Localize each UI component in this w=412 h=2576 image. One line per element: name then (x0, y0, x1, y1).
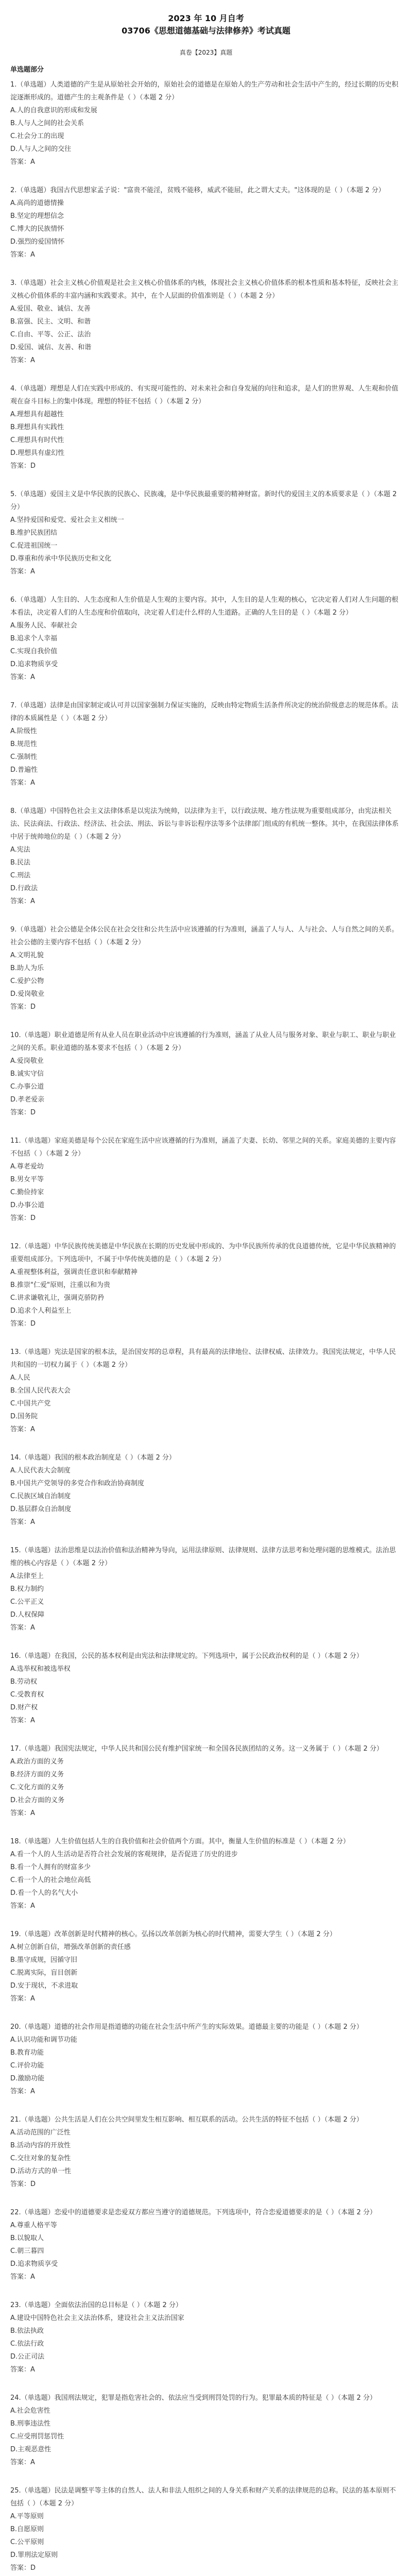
answer-option: B.中国共产党领导的多党合作和政治协商制度 (10, 1480, 145, 1487)
question-stem: 25.（单选题）民法是调整平等主体的自然人、法人和非法人组织之间的人身关系和财产关系的法律规范的总称。民法的基本原则不包括（ ）（本题 2 分） (10, 2487, 396, 2507)
question-item (10, 2484, 402, 2574)
answer-option: A.文明礼貌 (10, 952, 44, 959)
question-item (10, 1346, 402, 1436)
answer-option: A.人民代表大会制度 (10, 1467, 71, 1475)
answer-option: A.人的自我意识的形成和发展 (10, 107, 97, 114)
answer-key: 答案：A (10, 1902, 35, 1910)
answer-key: 答案：A (10, 779, 35, 787)
answer-option: A.活动范围的广泛性 (10, 2129, 71, 2137)
answer-key: 答案：A (10, 158, 35, 166)
answer-option: A.阶级性 (10, 727, 37, 735)
answer-key: 答案：A (10, 568, 35, 575)
answer-option: C.自由、平等、公正、法治 (10, 331, 91, 338)
answer-key: 答案：A (10, 1809, 35, 1817)
answer-key: 答案：A (10, 357, 35, 364)
document-body (10, 63, 402, 2576)
answer-option: D.人权保障 (10, 1611, 45, 1619)
answer-key: 答案：A (10, 251, 35, 259)
question-item (10, 488, 402, 578)
answer-option: B.规范性 (10, 740, 38, 748)
question-stem: 18.（单选题）人生价值包括人生的自我价值和社会价值两个方面。其中，衡量人生价值的标准是（ ）（本题 2 分） (10, 1838, 350, 1845)
question-item (10, 1928, 402, 2005)
answer-option: B.刑事违法性 (10, 2420, 51, 2428)
question-stem: 10.（单选题）职业道德是所有从业人员在职业活动中应该遵循的行为准则，涵盖了从业人员与服务对象、职业与职工、职业与职业之间的关系。职业道德的基本要求不包括（ ）（本题 2 分） (10, 1031, 396, 1052)
question-item (10, 1240, 402, 1330)
question-item (10, 699, 402, 789)
answer-option: D.活动方式的单一性 (10, 2167, 72, 2175)
question-item (10, 2299, 402, 2376)
question-stem: 23.（单选题）全面依法治国的总目标是（ ）（本题 2 分） (10, 2301, 182, 2309)
answer-option: D.爱国、诚信、友善、和谐 (10, 344, 92, 351)
answer-option: C.文化方面的义务 (10, 1784, 64, 1791)
answer-option: C.看一个人的社会地位高低 (10, 1876, 91, 1884)
answer-key: 答案：A (10, 673, 35, 681)
answer-option: A.看一个人的人生活动是否符合社会发展的客观规律，是否促进了历史的进步 (10, 1851, 238, 1858)
question-stem: 5.（单选题）爱国主义是中华民族的民族心、民族魂，是中华民族最重要的精神财富。新时代的爱国主义的本质要求是（ ）（本题 2 分） (10, 490, 397, 511)
question-stem: 22.（单选题）恋爱中的道德要求是恋爱双方都应当遵守的道德规范。下列选项中，符合恋爱道德要求的是（ ）（本题 2 分） (10, 2209, 376, 2216)
question-stem: 4.（单选题）理想是人们在实践中形成的、有实现可能性的、对未来社会和自身发展的向往和追求，是人们的世界观、人生观和价值观在奋斗目标上的集中体现。理想的特征不包括（ ）（本题 2 分） (10, 385, 399, 405)
answer-option: B.墨守成规，因循守旧 (10, 1956, 78, 1964)
answer-key: 答案：A (10, 1995, 35, 2003)
answer-option: D.办事公道 (10, 1201, 45, 1209)
question-item (10, 2392, 402, 2469)
question-stem: 20.（单选题）道德的社会作用是指道德的功能在社会生活中所产生的实际效果。道德最主要的功能是（ ）（本题 2 分） (10, 2023, 363, 2031)
question-stem: 15.（单选题）法治思维是以法治价值和法治精神为导向，运用法律原则、法律规则、法律方法思考和处理问题的思维模式。法治思维的核心内容是（ ）（本题 2 分） (10, 1547, 396, 1567)
question-item (10, 2021, 402, 2098)
answer-option: B.依法执政 (10, 2327, 44, 2335)
question-item (10, 277, 402, 367)
answer-key: 答案：A (10, 1518, 35, 1526)
answer-key: 答案：A (10, 2459, 35, 2466)
answer-option: A.认识功能和调节功能 (10, 2036, 77, 2044)
answer-option: C.依法行政 (10, 2340, 44, 2348)
answer-option: B.民法 (10, 859, 31, 867)
answer-option: D.罪刑法定原则 (10, 2551, 58, 2559)
answer-key: 答案：D (10, 1320, 36, 1328)
answer-option: D.人与人之间的交往 (10, 145, 72, 153)
answer-option: C.应受刑罚惩罚性 (10, 2433, 64, 2441)
answer-option: B.看一个人拥有的财富多少 (10, 1863, 91, 1871)
answer-option: A.政治方面的义务 (10, 1758, 64, 1766)
answer-option: B.以貌取人 (10, 2234, 44, 2242)
answer-option: A.爱国、敬业、诚信、友善 (10, 305, 91, 313)
answer-option: B.诚实守信 (10, 1070, 44, 1078)
answer-option: A.平等原则 (10, 2513, 44, 2520)
answer-option: B.活动内容的开放性 (10, 2142, 71, 2149)
answer-option: D.激励功能 (10, 2075, 45, 2082)
document-subtitle: 真卷【2023】真题 (179, 49, 233, 56)
answer-option: A.服务人民、奉献社会 (10, 622, 77, 630)
answer-key: 答案：A (10, 2366, 35, 2374)
answer-option: C.朝三暮四 (10, 2247, 44, 2255)
question-stem: 19.（单选题）改革创新是时代精神的核心。弘扬以改革创新为核心的时代精神，需要大学生（ ）（本题 2 分） (10, 1930, 336, 1938)
answer-option: C.评价功能 (10, 2062, 44, 2070)
answer-key: 答案：A (10, 897, 35, 905)
question-item (10, 1544, 402, 1634)
answer-option: A.坚持爱国和爱党、爱社会主义相统一 (10, 516, 124, 524)
answer-option: C.社会分工的出现 (10, 132, 64, 140)
answer-option: C.民族区域自治制度 (10, 1493, 71, 1500)
answer-option: A.人民 (10, 1374, 30, 1382)
answer-option: D.强烈的爱国情怀 (10, 238, 65, 246)
answer-option: B.男女平等 (10, 1176, 44, 1183)
answer-option: A.建设中国特色社会主义法治体系，建设社会主义法治国家 (10, 2314, 184, 2322)
answer-option: B.劳动权 (10, 1678, 38, 1686)
question-stem: 17.（单选题）我国宪法规定，中华人民共和国公民有维护国家统一和全国各民族团结的义务。这一义务属于（ ）（本题 2 分） (10, 1745, 383, 1753)
answer-option: B.助人为乐 (10, 964, 44, 972)
question-stem: 11.（单选题）家庭美德是每个公民在家庭生活中应该遵循的行为准则，涵盖了夫妻、长幼、邻里之间的关系。家庭美德的主要内容不包括（ ）（本题 2 分） (10, 1137, 396, 1158)
answer-option: B.人与人之间的社会关系 (10, 120, 84, 127)
answer-option: B.全国人民代表大会 (10, 1387, 71, 1395)
answer-option: C.刑法 (10, 872, 31, 879)
answer-option: B.教育功能 (10, 2049, 44, 2057)
answer-option: D.主观恶意性 (10, 2446, 52, 2453)
answer-option: A.尊重人格平等 (10, 2222, 57, 2229)
answer-option: A.爱岗敬业 (10, 1057, 44, 1065)
question-stem: 14.（单选题）我国的根本政治制度是（ ）（本题 2 分） (10, 1454, 176, 1462)
answer-option: C.公平原则 (10, 2538, 44, 2546)
answer-option: D.追求个人利益至上 (10, 1307, 72, 1315)
question-item (10, 923, 402, 1013)
answer-option: B.维护民族团结 (10, 529, 58, 537)
answer-option: A.法律至上 (10, 1572, 44, 1580)
answer-option: D.追求物质享受 (10, 660, 58, 668)
answer-option: A.高尚的道德情操 (10, 199, 64, 207)
answer-option: C.办事公道 (10, 1083, 44, 1091)
question-item (10, 2113, 402, 2191)
question-item (10, 1451, 402, 1529)
answer-key: 答案：A (10, 2088, 35, 2095)
title-course-line: 03706《思想道德基础与法律修养》考试真题 (122, 26, 290, 36)
answer-option: C.脱离实际，盲目创新 (10, 1969, 78, 1977)
question-item (10, 1134, 402, 1225)
question-stem: 8.（单选题）中国特色社会主义法律体系是以宪法为统帅，以法律为主干，以行政法规、地方性法规为重要组成部分，由宪法相关法、民法商法、行政法、经济法、社会法、刑法、诉讼与非诉讼程序法等多个法律部门组成的有机统一整体。其中，在我国法律体系中居于统帅地位的是（ ）（本题 2 分） (10, 807, 399, 841)
answer-option: D.社会方面的义务 (10, 1797, 65, 1804)
answer-option: D.看一个人的名气大小 (10, 1889, 78, 1897)
answer-option: A.理想具有超越性 (10, 411, 64, 418)
answer-key: 答案：D (10, 462, 36, 470)
answer-option: B.权力制约 (10, 1585, 44, 1593)
question-item (10, 805, 402, 908)
question-item (10, 184, 402, 261)
question-stem: 7.（单选题）法律是由国家制定或认可并以国家强制力保证实施的，反映由特定物质生活条件所决定的统治阶级意志的规范体系。法律的本质属性是（ ）（本题 2 分） (10, 702, 399, 722)
answer-option: B.经济方面的义务 (10, 1771, 64, 1778)
answer-option: B.推崇"仁爱"原则，注重以和为贵 (10, 1281, 111, 1289)
answer-option: B.追求个人幸福 (10, 635, 58, 642)
question-stem: 9.（单选题）社会公德是全体公民在社会交往和公共生活中应该遵循的行为准则，涵盖了人与人、人与社会、人与自然之间的关系。社会公德的主要内容不包括（ ）（本题 2 分） (10, 926, 399, 946)
question-item (10, 594, 402, 684)
answer-option: C.勤俭持家 (10, 1189, 44, 1196)
title-year-line: 2023 年 10 月自考 (168, 13, 244, 23)
question-stem: 12.（单选题）中华民族传统美德是中华民族在长期的历史发展中形成的、为中华民族所传承的优良道德传统，它是中华民族精神的重要组成部分。下列选项中，不属于中华传统美德的是（ ）（本题 2 分） (10, 1243, 396, 1263)
answer-option: D.理想具有虚幻性 (10, 449, 65, 457)
answer-key: 答案：A (10, 1624, 35, 1632)
answer-option: C.强制性 (10, 753, 38, 761)
answer-option: D.普遍性 (10, 766, 38, 774)
answer-key: 答案：A (10, 2273, 35, 2281)
answer-option: A.尊老爱幼 (10, 1163, 44, 1171)
answer-option: B.理想具有实践性 (10, 423, 64, 431)
question-stem: 3.（单选题）社会主义核心价值观是社会主义核心价值体系的内核，体现社会主义核心价值体系的根本性质和基本特征，反映社会主义核心价值体系的丰富内涵和实践要求。其中，在个人层面的价值准则是（ ）（本题 2 分） (10, 279, 399, 300)
answer-option: C.实现自我价值 (10, 648, 58, 655)
answer-option: C.中国共产党 (10, 1400, 51, 1408)
question-item (10, 1029, 402, 1119)
answer-key: 答案：A (10, 1426, 35, 1433)
answer-key: 答案：D (10, 1109, 36, 1116)
document-title (10, 12, 402, 37)
question-stem: 21.（单选题）公共生活是人们在公共空间里发生相互影响、相互联系的活动。公共生活的特征不包括（ ）（本题 2 分） (10, 2116, 363, 2124)
answer-key: 答案：D (10, 1003, 36, 1011)
answer-option: B.自愿原则 (10, 2526, 44, 2533)
answer-option: D.国务院 (10, 1413, 38, 1420)
answer-option: D.基层群众自治制度 (10, 1505, 72, 1513)
answer-option: A.树立创新自信，增强改革创新的责任感 (10, 1943, 131, 1951)
answer-option: A.重视整体利益，强调责任意识和奉献精神 (10, 1268, 138, 1276)
answer-option: D.行政法 (10, 885, 38, 892)
question-stem: 13.（单选题）宪法是国家的根本法，是治国安邦的总章程，具有最高的法律地位、法律权威、法律效力。我国宪法规定，中华人民共和国的一切权力属于（ ）（本题 2 分） (10, 1348, 396, 1369)
answer-key: 答案：D (10, 2564, 36, 2572)
answer-option: C.交往对象的复杂性 (10, 2155, 71, 2162)
question-item (10, 1650, 402, 1727)
question-item (10, 1835, 402, 1912)
answer-option: C.促进祖国统一 (10, 542, 58, 550)
answer-option: C.讲求谦敬礼让，强调克骄防矜 (10, 1294, 105, 1302)
answer-option: C.公平正义 (10, 1598, 44, 1606)
answer-option: D.孝老爱亲 (10, 1096, 45, 1104)
question-stem: 16.（单选题）在我国，公民的基本权利是由宪法和法律规定的。下列选项中，属于公民政治权利的是（ ）（本题 2 分） (10, 1652, 363, 1660)
answer-key: 答案：D (10, 1214, 36, 1222)
question-stem: 1.（单选题）人类道德的产生是从原始社会开始的，原始社会的道德是在原始人的生产劳动和社会生活中产生的，经过长期的历史积淀逐渐形成的。道德产生的主观条件是（ ）（本题 2 分） (10, 81, 399, 101)
question-item (10, 2206, 402, 2283)
answer-option: D.爱岗敬业 (10, 990, 45, 998)
answer-option: B.富强、民主、文明、和谐 (10, 318, 91, 326)
question-item (10, 382, 402, 472)
answer-option: C.理想具有时代性 (10, 436, 64, 444)
section-title: 单选题部分 (10, 66, 44, 74)
answer-key: 答案：A (10, 1717, 35, 1724)
answer-option: B.坚定的理想信念 (10, 212, 64, 220)
question-stem: 24.（单选题）我国刑法规定，犯罪是指危害社会的、依法应当受到刑罚处罚的行为。犯罪最本质的特征是（ ）（本题 2 分） (10, 2394, 376, 2402)
answer-option: D.尊重和传承中华民族历史和文化 (10, 555, 112, 563)
answer-key: 答案：D (10, 2180, 36, 2188)
answer-option: A.选举权和被选举权 (10, 1665, 71, 1673)
answer-option: C.爱护公物 (10, 977, 44, 985)
answer-option: D.财产权 (10, 1704, 38, 1711)
answer-option: D.安于现状，不求进取 (10, 1982, 78, 1990)
question-item (10, 78, 402, 168)
answer-option: D.公正司法 (10, 2353, 45, 2361)
question-stem: 6.（单选题）人生目的、人生态度和人生价值是人生观的主要内容。其中，人生目的是人生观的核心，它决定着人们对人生问题的根本看法，决定着人们的人生态度和价值取向，决定着人们走什么样的人生道路。正确的人生目的是（ ）（本题 2 分） (10, 596, 399, 617)
answer-option: D.追求物质享受 (10, 2260, 58, 2268)
answer-option: C.受教育权 (10, 1691, 44, 1699)
answer-option: A.社会危害性 (10, 2407, 50, 2415)
answer-option: A.宪法 (10, 846, 30, 854)
question-item (10, 1742, 402, 1820)
answer-option: C.博大的民族情怀 (10, 225, 64, 233)
question-stem: 2.（单选题）我国古代思想家孟子说："富贵不能淫，贫贱不能移，威武不能屈，此之谓大丈夫。"这体现的是（ ）（本题 2 分） (10, 187, 385, 194)
